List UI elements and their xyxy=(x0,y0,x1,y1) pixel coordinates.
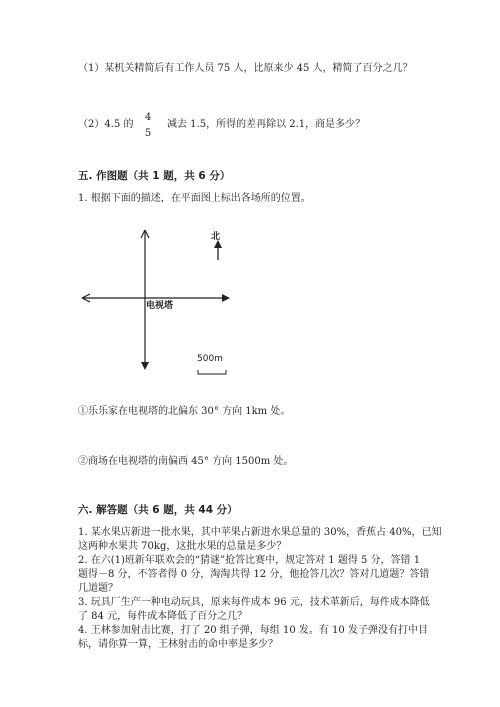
fraction-four-fifths xyxy=(141,112,155,140)
vertical-axis-top-tip-right xyxy=(145,230,149,238)
scale-label: 500m xyxy=(197,354,223,364)
problem-3-line-1: 3. 玩具厂生产一种电动玩具，原来每件成本 96 元，技术革新后，每件成本降低 xyxy=(78,597,430,608)
map-item-1: ①乐乐家在电视塔的北偏东 30° 方向 1km 处。 xyxy=(78,406,291,417)
scale-bar xyxy=(198,370,226,374)
problem-2-line-1: 2. 在六(1)班新年联欢会的“猜谜”抢答比赛中，规定答对 1 题得 5 分，答错 1 xyxy=(78,555,421,566)
fraction-denominator: 5 xyxy=(144,128,152,139)
problem-4-line-2: 标，请你算一算，王林射击的命中率是多少？ xyxy=(78,639,278,650)
problem-4-line-1: 4. 王林参加射击比赛，打了 20 组子弹，每组 10 发。有 10 发子弹没有打中目 xyxy=(78,625,428,636)
north-label: 北 xyxy=(211,232,221,242)
problem-1-line-1: 1. 某水果店新进一批水果，其中苹果占新进水果总量的 30%，香蕉占 40%，已知 xyxy=(78,527,442,538)
problem-3-line-2: 了 84 元，每件成本降低了百分之几？ xyxy=(78,611,248,622)
problem-1-line-2: 这两种水果共 70kg，这批水果的总量是多少？ xyxy=(78,541,287,552)
fraction-numerator: 4 xyxy=(144,112,152,123)
question-1: （1）某机关精简后有工作人员 75 人，比原来少 45 人，精简了百分之几？ xyxy=(78,63,413,74)
tv-tower-label: 电视塔 xyxy=(146,301,174,311)
horizontal-axis-left-tip xyxy=(82,294,90,298)
section-6-problems xyxy=(78,526,442,652)
map-item-2: ②商场在电视塔的南偏西 45° 方向 1500m 处。 xyxy=(78,456,294,467)
problem-2-line-3: 几道题？ xyxy=(78,583,118,594)
problem-2-line-2: 题得－8 分，不答者得 0 分，淘淘共得 12 分，他抢答几次？答对几道题？答错 xyxy=(78,569,430,580)
section-5-title: 五. 作图题（共 1 题，共 6 分） xyxy=(78,170,231,182)
question-2-suffix: 减去 1.5，所得的差再除以 2.1，商是多少？ xyxy=(167,119,366,130)
section-6-title: 六. 解答题（共 6 题，共 44 分） xyxy=(78,504,238,516)
question-2-prefix: （2）4.5 的 xyxy=(78,119,134,130)
vertical-axis-top-tip xyxy=(141,230,145,238)
horizontal-axis-left-tip-lower xyxy=(82,298,90,302)
section-5-question: 1. 根据下面的描述，在平面图上标出各场所的位置。 xyxy=(78,193,311,204)
